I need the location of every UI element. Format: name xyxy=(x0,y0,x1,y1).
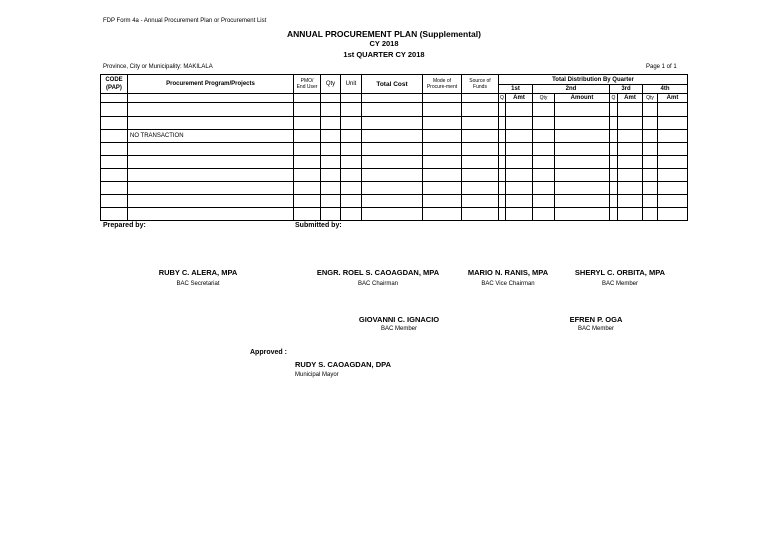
sub-q3-amt: Amt xyxy=(618,94,643,103)
sub-q1-q: Q xyxy=(500,95,504,101)
header-row-1 xyxy=(101,75,688,85)
table-row xyxy=(101,117,688,130)
table-row xyxy=(101,208,688,221)
chairman-name: ENGR. ROEL S. CAOAGDAN, MPA xyxy=(316,268,440,277)
sub-q2-qty: Qty xyxy=(533,94,555,103)
prepared-name: RUBY C. ALERA, MPA xyxy=(158,268,238,277)
vice-chairman-name: MARIO N. RANIS, MPA xyxy=(467,268,549,277)
table-row xyxy=(101,169,688,182)
header-row-3 xyxy=(101,94,688,103)
member1-role: BAC Member xyxy=(601,281,638,287)
header-code: CODE (PAP) xyxy=(101,75,128,94)
sub-q2-amount: Amount xyxy=(555,94,610,103)
table-row xyxy=(101,182,688,195)
header-source: Source of Funds xyxy=(462,75,499,94)
document-quarter: 1st QUARTER CY 2018 xyxy=(343,50,425,59)
vice-chairman-role: BAC Vice Chairman xyxy=(481,281,535,287)
sub-q1-amt: Amt xyxy=(506,94,533,103)
prepared-role: BAC Secretariat xyxy=(176,281,220,287)
member2-role: BAC Member xyxy=(380,326,417,332)
header-unit: Unit xyxy=(341,75,362,94)
header-q2: 2nd xyxy=(533,85,610,94)
approved-label: Approved : xyxy=(250,349,287,356)
header-projects: Procurement Program/Projects xyxy=(128,75,294,94)
sub-q4-qty: Qty xyxy=(643,94,658,103)
header-total-cost: Total Cost xyxy=(362,75,423,94)
member3-role: BAC Member xyxy=(577,326,614,332)
header-q4: 4th xyxy=(643,85,688,94)
chairman-role: BAC Chairman xyxy=(357,281,398,287)
prepared-by-label: Prepared by: xyxy=(103,222,146,229)
header-q1: 1st xyxy=(499,85,533,94)
header-mode: Mode of Procure-ment xyxy=(423,75,462,94)
sub-q3-q: Q xyxy=(610,94,618,103)
header-qty: Qty xyxy=(321,75,341,94)
table-row xyxy=(101,103,688,117)
member3-name: EFREN P. OGA xyxy=(569,315,623,324)
no-transaction-label: NO TRANSACTION xyxy=(128,130,294,143)
mayor-role: Municipal Mayor xyxy=(295,372,339,378)
province-label: Province, City or Municipality: MAKILALA xyxy=(103,64,213,70)
submitted-by-label: Submitted by: xyxy=(295,222,342,229)
table-row xyxy=(101,130,688,143)
member2-name: GIOVANNI C. IGNACIO xyxy=(358,315,440,324)
header-distribution: Total Distribution By Quarter xyxy=(499,75,688,85)
procurement-table xyxy=(100,74,688,221)
table-row xyxy=(101,195,688,208)
table-row xyxy=(101,156,688,169)
document-title: ANNUAL PROCUREMENT PLAN (Supplemental) xyxy=(287,29,481,39)
header-q3: 3rd xyxy=(610,85,643,94)
table-row xyxy=(101,143,688,156)
form-label: FDP Form 4a - Annual Procurement Plan or Procurement List xyxy=(103,18,267,24)
sub-q4-amt: Amt xyxy=(658,94,688,103)
mayor-name: RUDY S. CAOAGDAN, DPA xyxy=(295,360,391,369)
document-year: CY 2018 xyxy=(369,39,399,48)
header-pmo: PMO/ End User xyxy=(294,75,321,94)
member1-name: SHERYL C. ORBITA, MPA xyxy=(574,268,666,277)
page-number: Page 1 of 1 xyxy=(646,64,677,70)
